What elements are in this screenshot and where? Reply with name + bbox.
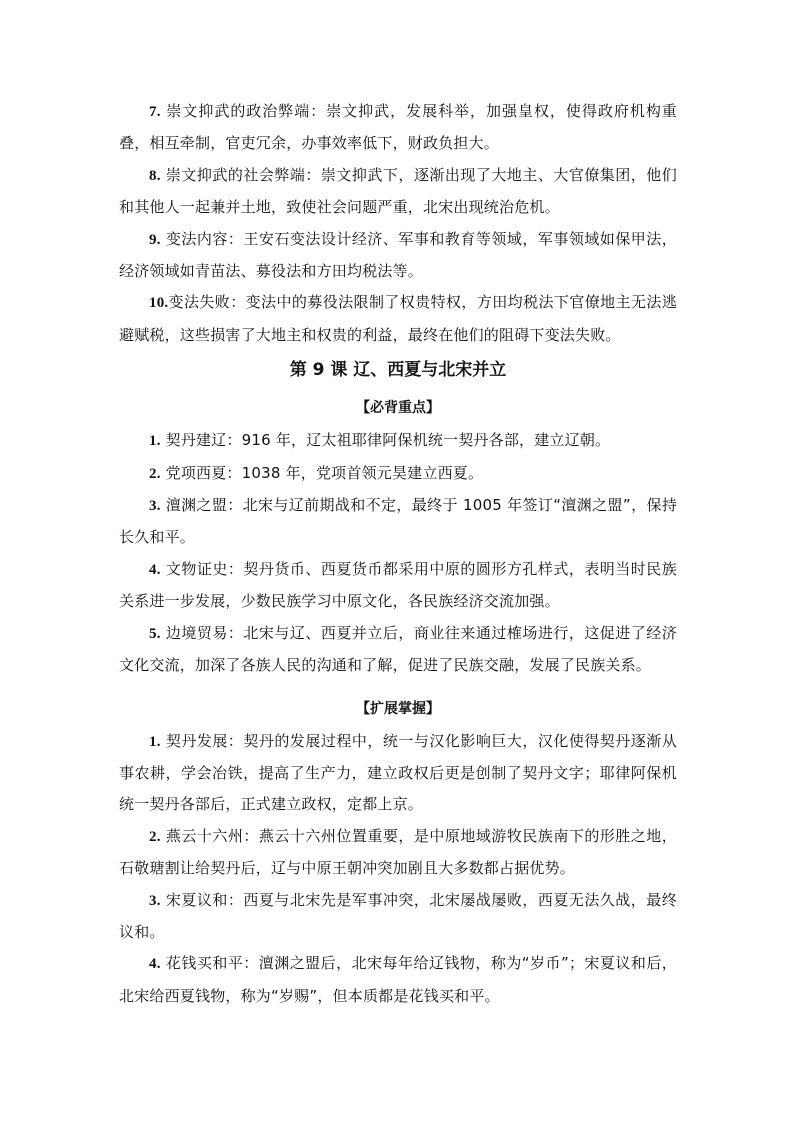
item-text: 文物证史：契丹货币、西夏货币都采用中原的圆形方孔样式，表明当时民族关系进一步发展，少数民族学习中原文化，各民族经济交流加强。: [119, 559, 677, 611]
item-text: 契丹发展：契丹的发展过程中，统一与汉化影响巨大，汉化使得契丹逐渐从事农耕，学会冶铁，提高了生产力，建立政权后更是创制了契丹文字；耶律阿保机统一契丹各部后，正式建立政权，定都上京。: [119, 731, 677, 814]
list-item: [119, 458, 677, 490]
item-number: 2.: [149, 828, 161, 845]
item-number: 8.: [149, 167, 161, 184]
list-item: [119, 224, 677, 288]
list-item: [119, 821, 677, 885]
document-body: [119, 96, 677, 1012]
item-number: 3.: [149, 498, 161, 515]
section-title-key-points: 【必背重点】: [356, 400, 440, 417]
list-item: [119, 96, 677, 160]
item-text: 澶渊之盟：北宋与辽前期战和不定，最终于 1005 年签订“澶渊之盟”，保持长久和平。: [119, 496, 678, 547]
section-title-extended: 【扩展掌握】: [356, 700, 440, 717]
item-number: 5.: [149, 625, 161, 642]
item-text: 宋夏议和：西夏与北宋先是军事冲突，北宋屡战屡败，西夏无法久战，最终议和。: [119, 890, 677, 941]
list-item: [119, 490, 677, 554]
list-item: [119, 885, 677, 949]
item-text: 燕云十六州：燕云十六州位置重要，是中原地域游牧民族南下的形胜之地，石敬瑭割让给契丹后，辽与中原王朝冲突加剧且大多数都占据优势。: [119, 826, 677, 878]
list-item: [119, 160, 677, 224]
item-text: 变法失败：变法中的募役法限制了权贵特权，方田均税法下官僚地主无法逃避赋税，这些损害了大地主和权贵的利益，最终在他们的阻碍下变法失败。: [119, 293, 677, 344]
item-text: 变法内容：王安石变法设计经济、军事和教育等领域，军事领域如保甲法，经济领域如青苗法、募役法和方田均税法等。: [119, 229, 677, 281]
item-number: 3.: [149, 892, 161, 909]
list-item: [119, 287, 677, 351]
list-item: [119, 425, 677, 457]
item-number: 4.: [149, 561, 161, 578]
item-text: 边境贸易：北宋与辽、西夏并立后，商业往来通过榷场进行，这促进了经济文化交流，加深了各族人民的沟通和了解，促进了民族交融，发展了民族关系。: [119, 623, 677, 675]
item-number: 1.: [149, 433, 161, 450]
list-item: [119, 948, 677, 1012]
item-number: 10.: [149, 295, 169, 312]
item-number: 7.: [149, 104, 161, 120]
lesson-title: 第 9 课 辽、西夏与北宋并立: [289, 360, 507, 381]
item-text: 花钱买和平：澶渊之盟后，北宋每年给辽钱物，称为“岁币”；宋夏议和后，北宋给西夏钱物，称为“岁赐”，但本质都是花钱买和平。: [119, 954, 677, 1005]
item-number: 9.: [149, 231, 161, 248]
item-number: 4.: [149, 956, 161, 973]
item-text: 崇文抑武的社会弊端：崇文抑武下，逐渐出现了大地主、大官僚集团，他们和其他人一起兼并土地，致使社会问题严重，北宋出现统治危机。: [119, 165, 677, 217]
list-item: [119, 554, 677, 618]
item-text: 党项西夏：1038 年，党项首领元昊建立西夏。: [165, 463, 484, 482]
item-number: 1.: [149, 733, 161, 750]
item-text: 契丹建辽：916 年，辽太祖耶律阿保机统一契丹各部，建立辽朝。: [165, 431, 611, 450]
item-text: 崇文抑武的政治弊端：崇文抑武，发展科举，加强皇权，使得政府机构重叠，相互牵制，官吏冗余，办事效率低下，财政负担大。: [119, 102, 677, 153]
section-spacer: [119, 682, 677, 692]
item-number: 2.: [149, 465, 161, 482]
list-item: [119, 618, 677, 682]
list-item: [119, 726, 677, 821]
